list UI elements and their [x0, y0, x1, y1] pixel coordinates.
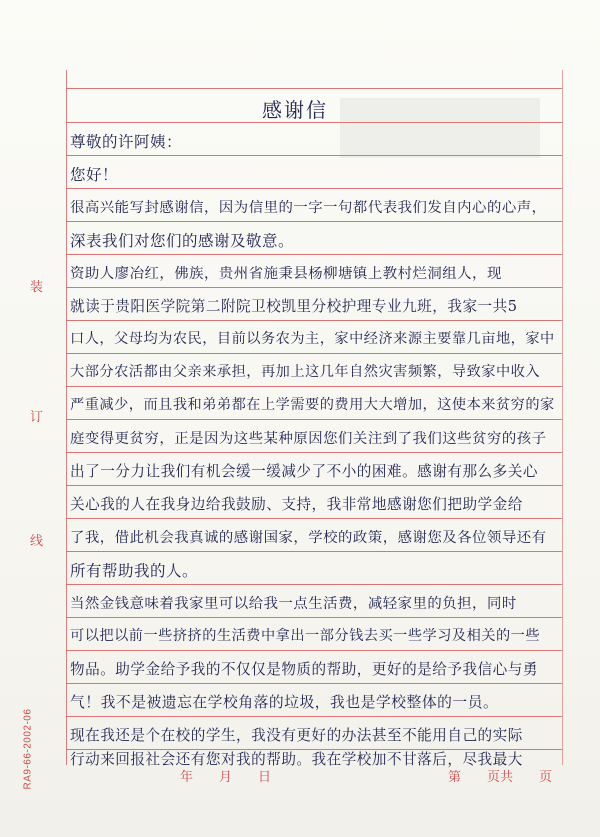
body-line: 出了一分力让我们有机会缓一缓减少了不小的困难。感谢有那么多关心 — [70, 463, 538, 480]
body-line: 就读于贵阳医学院第二附院卫校凯里分校护理专业九班，我家一共5 — [70, 298, 518, 315]
ruled-line — [66, 353, 562, 354]
ruled-line — [66, 485, 562, 486]
body-line: 现在我还是个在校的学生，我没有更好的办法甚至不能用自己的实际 — [70, 727, 523, 744]
right-margin-rule — [562, 70, 563, 765]
ruled-line — [66, 88, 562, 89]
ruled-line — [66, 584, 562, 585]
binding-mark-zhuang: 装 — [30, 280, 44, 295]
body-line: 口人，父母均为农民，目前以务农为主，家中经济来源主要靠几亩地，家中 — [70, 331, 555, 347]
body-line: 了我，借此机会我真诚的感谢国家，学校的政策，感谢您及各位领导还有 — [70, 530, 547, 546]
ruled-line — [66, 683, 562, 684]
body-line: 资助人廖冶红，佛族，贵州省施秉县杨柳塘镇上教村烂洞组人，现 — [70, 266, 502, 282]
ruled-line — [66, 518, 562, 519]
letter-title: 感谢信 — [262, 98, 328, 122]
ruled-line — [66, 551, 562, 552]
body-line: 所有帮助我的人。 — [70, 562, 199, 580]
left-margin-rule — [66, 70, 67, 765]
greeting: 您好！ — [70, 166, 119, 184]
ruled-line — [66, 617, 562, 618]
body-line: 物品。助学金给予我的不仅仅是物质的帮助，更好的是给予我信心与勇 — [70, 661, 538, 678]
page-number-label: 第 页共 页 — [448, 770, 553, 785]
body-line: 庭变得更贫穷，正是因为这些某种原因您们关注到了我们这些贫穷的孩子 — [70, 431, 547, 447]
salutation: 尊敬的许阿姨： — [70, 133, 183, 151]
ruled-line — [66, 650, 562, 651]
ruled-line — [66, 320, 562, 321]
ruled-line — [66, 419, 562, 420]
body-line: 行动来回报社会还有您对我的帮助。我在学校加不甘落后，尽我最大 — [70, 751, 523, 768]
form-code: RA9-66-2002-06 — [22, 708, 34, 790]
ruled-line — [66, 716, 562, 717]
body-line: 严重减少，而且我和弟弟都在上学需要的费用大大增加，这使本来贫穷的家 — [70, 397, 555, 413]
binding-mark-ding: 订 — [30, 410, 44, 425]
ruled-line — [66, 452, 562, 453]
show-through-bleed — [340, 98, 540, 158]
body-line: 关心我的人在我身边给我鼓励、支持，我非常地感谢您们把助学金给 — [70, 496, 523, 513]
body-line: 大部分农活都由父亲来承担，再加上这几年自然灾害频繁，导致家中收入 — [70, 364, 541, 380]
ruled-line — [66, 221, 562, 222]
body-line: 当然金钱意味着我家里可以给我一点生活费，减轻家里的负担，同时 — [70, 596, 517, 612]
ruled-line — [66, 155, 562, 156]
binding-mark-xian: 线 — [30, 534, 44, 549]
ruled-line — [66, 287, 562, 288]
body-line: 气！我不是被遗忘在学校角落的垃圾，我也是学校整体的一员。 — [70, 694, 499, 711]
body-line: 很高兴能写封感谢信，因为信里的一字一句都代表我们发自内心的心声， — [70, 200, 547, 216]
ruled-line — [66, 386, 562, 387]
ruled-line — [66, 188, 562, 189]
ruled-line — [66, 254, 562, 255]
body-line: 可以把以前一些挤挤的生活费中拿出一部分钱去买一些学习及相关的一些 — [70, 628, 541, 644]
body-line: 深表我们对您们的感谢及敬意。 — [70, 232, 295, 250]
date-label: 年 月 日 — [180, 770, 272, 785]
